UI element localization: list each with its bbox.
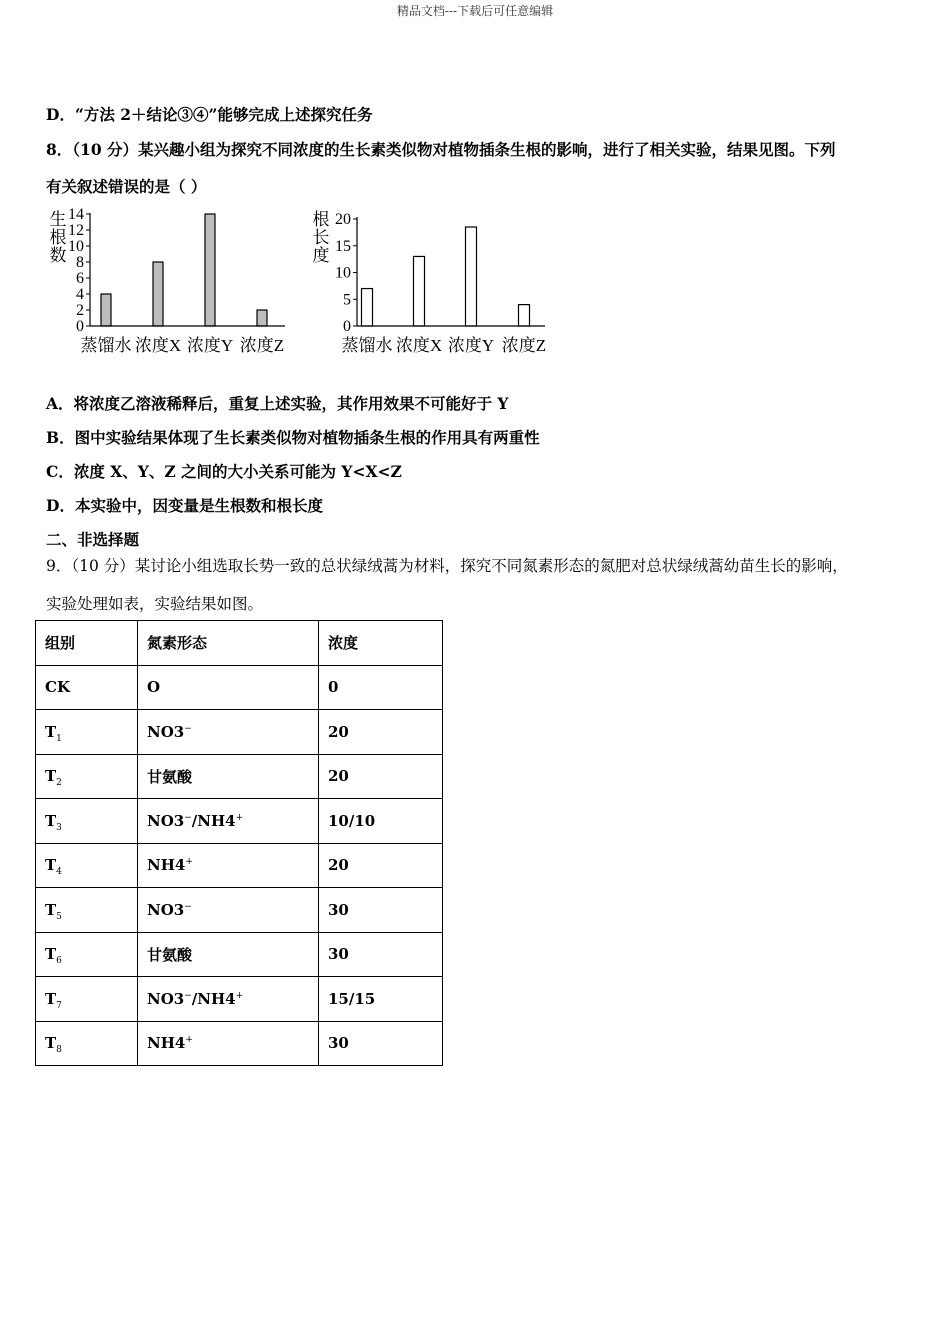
chart2-ytick-label: 15 [335, 237, 351, 255]
q8-option-a: A．将浓度乙溶液稀释后，重复上述实验，其作用效果不可能好于 Y [46, 394, 509, 413]
cell-group [36, 932, 138, 977]
ion-charge: − [184, 901, 192, 912]
chart2-category-label: 浓度Y [447, 336, 495, 355]
group-label: T [45, 989, 57, 1008]
q8-option-d: D．本实验中，因变量是生根数和根长度 [46, 496, 323, 515]
header-nitrogen-form: 氮素形态 [138, 621, 319, 666]
cell-group [36, 888, 138, 933]
chart1-ytick-label: 2 [76, 302, 84, 319]
cell-group [36, 1021, 138, 1066]
chart1-bar [257, 310, 267, 326]
chart2-bar [414, 256, 425, 326]
nitrogen-treatment-table [35, 620, 443, 1066]
nitrogen-form-text-second: /NH4 [191, 811, 236, 830]
cell-concentration: 30 [319, 1021, 443, 1066]
table-row [36, 843, 443, 888]
nitrogen-form-text: O [147, 678, 161, 697]
table-row [36, 977, 443, 1022]
cell-concentration: 15/15 [319, 977, 443, 1022]
ion-charge: − [184, 723, 192, 734]
chart1-ylabel-char2: 根 [49, 228, 67, 247]
group-subscript: 3 [56, 822, 62, 833]
nitrogen-form-text: NO3 [147, 722, 185, 741]
chart-root-length [313, 209, 547, 355]
q8-stem-line2: 有关叙述错误的是（ ） [46, 177, 207, 196]
ion-charge: + [185, 857, 193, 868]
nitrogen-form-text: NO3 [147, 989, 185, 1008]
bar-charts-svg [40, 205, 580, 365]
chart1-ylabel-char3: 数 [49, 246, 67, 265]
chart2-category-label: 浓度X [395, 336, 443, 355]
chart1-ytick-label: 8 [76, 254, 84, 271]
table-row [36, 888, 443, 933]
ion-charge: − [184, 990, 192, 1001]
nitrogen-form-text: NH4 [147, 1034, 186, 1053]
section-2-title: 二、非选择题 [46, 530, 140, 549]
chart1-bar [205, 214, 215, 326]
cell-concentration: 10/10 [319, 799, 443, 844]
cell-group [36, 799, 138, 844]
cell-concentration: 0 [319, 665, 443, 710]
chart1-category-label: 浓度X [134, 336, 182, 355]
q8-stem-line1: 8．（10 分）某兴趣小组为探究不同浓度的生长素类似物对植物插条生根的影响，进行了相关实验，结果见图。下列 [46, 140, 836, 159]
chart1-category-label: 浓度Z [239, 336, 285, 355]
chart2-bar [519, 305, 530, 326]
table-row [36, 932, 443, 977]
q7-option-d: D．“方法 2＋结论③④”能够完成上述探究任务 [46, 105, 373, 124]
group-label: T [45, 767, 57, 786]
table-row [36, 799, 443, 844]
chart1-category-label: 蒸馏水 [80, 336, 132, 355]
group-subscript: 5 [56, 911, 62, 922]
header-group: 组别 [36, 621, 138, 666]
group-label: T [45, 811, 57, 830]
cell-concentration: 20 [319, 710, 443, 755]
group-subscript: 8 [56, 1045, 62, 1056]
nitrogen-form-text: 甘氨酸 [147, 767, 193, 786]
cell-group [36, 754, 138, 799]
cell-nitrogen-form [138, 799, 319, 844]
cell-concentration: 30 [319, 888, 443, 933]
ion-charge: + [185, 1035, 193, 1046]
cell-nitrogen-form [138, 754, 319, 799]
group-subscript: 7 [56, 1000, 62, 1011]
chart-rooting-count [50, 206, 286, 355]
chart2-ytick-label: 20 [335, 211, 351, 228]
nitrogen-form-text: 甘氨酸 [147, 945, 193, 964]
group-label: T [45, 1034, 57, 1053]
q8-charts [40, 205, 580, 365]
cell-nitrogen-form [138, 665, 319, 710]
group-subscript: 2 [56, 778, 62, 789]
q8-option-c: C．浓度 X、Y、Z 之间的大小关系可能为 Y<X<Z [46, 462, 402, 481]
q8-option-b: B．图中实验结果体现了生长素类似物对植物插条生根的作用具有两重性 [46, 428, 540, 447]
group-label: CK [45, 678, 70, 697]
header-concentration: 浓度 [319, 621, 443, 666]
chart1-ytick-label: 12 [68, 222, 84, 239]
chart1-bar [101, 294, 111, 326]
chart1-ytick-label: 4 [76, 286, 84, 303]
group-subscript: 1 [56, 733, 62, 744]
chart1-ytick-label: 14 [68, 206, 84, 223]
cell-concentration: 20 [319, 754, 443, 799]
table-header-row [36, 621, 443, 666]
chart2-bar [362, 289, 373, 326]
cell-concentration: 20 [319, 843, 443, 888]
group-subscript: 4 [56, 867, 62, 878]
chart2-ytick-label: 10 [335, 264, 351, 282]
chart2-category-label: 浓度Z [501, 336, 547, 355]
cell-concentration: 30 [319, 932, 443, 977]
ion-charge-second: + [235, 990, 244, 1001]
table-row [36, 710, 443, 755]
chart1-ylabel-char1: 生 [49, 210, 67, 229]
cell-nitrogen-form [138, 977, 319, 1022]
group-subscript: 6 [56, 956, 62, 967]
chart2-ylabel-char3: 度 [312, 246, 330, 265]
chart2-ytick-label: 0 [343, 318, 351, 335]
chart1-category-label: 浓度Y [186, 336, 234, 355]
q9-stem-line2: 实验处理如表，实验结果如图。 [46, 595, 264, 613]
chart1-ytick-label: 6 [76, 270, 84, 287]
nitrogen-form-text: NH4 [147, 856, 186, 875]
group-label: T [45, 900, 57, 919]
chart2-bar [466, 227, 477, 326]
chart1-ytick-label: 10 [68, 238, 84, 255]
cell-nitrogen-form [138, 710, 319, 755]
nitrogen-form-text: NO3 [147, 900, 185, 919]
cell-nitrogen-form [138, 932, 319, 977]
chart2-ytick-label: 5 [343, 291, 351, 309]
cell-group [36, 710, 138, 755]
ion-charge-second: + [235, 812, 244, 823]
table-row [36, 1021, 443, 1066]
ion-charge: − [184, 812, 192, 823]
cell-group [36, 977, 138, 1022]
cell-group [36, 843, 138, 888]
table-row [36, 665, 443, 710]
nitrogen-form-text-second: /NH4 [191, 989, 236, 1008]
chart2-category-label: 蒸馏水 [341, 336, 393, 355]
table-row [36, 754, 443, 799]
q9-stem-line1: 9．（10 分）某讨论小组选取长势一致的总状绿绒蒿为材料，探究不同氮素形态的氮肥对总状绿绒蒿幼苗生长的影响， [46, 557, 848, 575]
cell-group [36, 665, 138, 710]
cell-nitrogen-form [138, 888, 319, 933]
group-label: T [45, 945, 57, 964]
chart1-ytick-label: 0 [76, 318, 84, 335]
page-header: 精品文档---下载后可任意编辑 [396, 4, 554, 18]
nitrogen-form-text: NO3 [147, 811, 185, 830]
chart1-bar [153, 262, 163, 326]
chart2-ylabel-char2: 长 [312, 228, 330, 247]
cell-nitrogen-form [138, 1021, 319, 1066]
cell-nitrogen-form [138, 843, 319, 888]
group-label: T [45, 856, 57, 875]
chart2-ylabel-char1: 根 [312, 210, 330, 229]
group-label: T [45, 722, 57, 741]
